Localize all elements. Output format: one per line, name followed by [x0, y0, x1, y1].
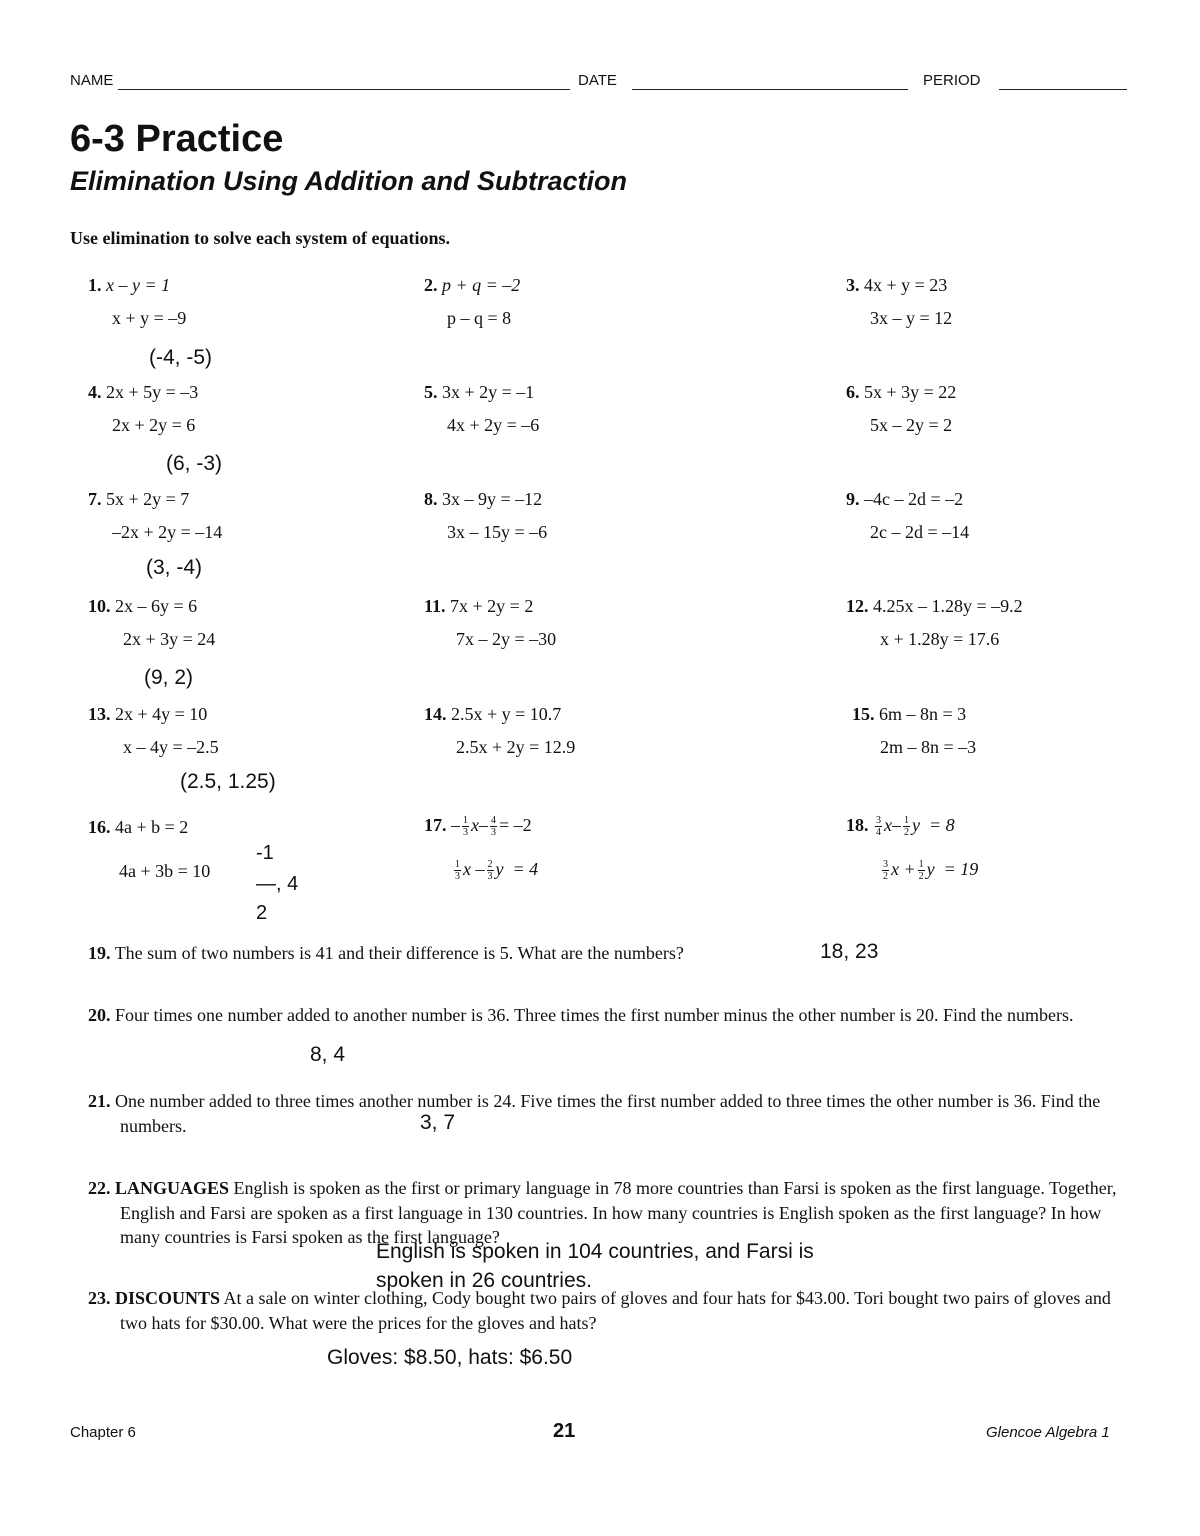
page-number: 21 [553, 1420, 576, 1442]
problem-11-eq2: 7x – 2y = –30 [456, 629, 557, 649]
problem-9: 9. –4c – 2d = –2 [846, 489, 964, 509]
problem-12-eq2: x + 1.28y = 17.6 [880, 629, 1000, 649]
problem-7-eq2: –2x + 2y = –14 [112, 522, 223, 542]
problem-7: 7. 5x + 2y = 7 [88, 489, 190, 509]
word-problem-20: 20. Four times one number added to another number is 36. Three times the first number minus the other number is 20. Find the numbers. [88, 1005, 1074, 1025]
problem-13: 13. 2x + 4y = 10 [88, 704, 208, 724]
answer-19: 18, 23 [820, 940, 879, 963]
problem-1: 1. x – y = 1 [88, 275, 171, 295]
answer-16-den: 2 [256, 902, 268, 924]
problem-16-eq2: 4a + 3b = 10 [119, 861, 211, 881]
answer-16-num: -1 [256, 842, 274, 864]
period-label: PERIOD [923, 72, 981, 89]
word-problem-23: 23. DISCOUNTS At a sale on winter clothing, Cody bought two pairs of gloves and four hats for $43.00. Tori bought two pairs of gloves and two hats for $30.00. What were the prices for the gloves and hats? [88, 1288, 1111, 1333]
problem-10-eq2: 2x + 3y = 24 [123, 629, 216, 649]
word-problem-21: 21. One number added to three times another number is 24. Five times the first number added to three times the other number is 36. Find the numbers. [88, 1091, 1101, 1136]
problem-17: 17. – $\frac{1}{3}$ x– $\frac{4}{3}$ = –2 [424, 815, 532, 839]
problem-9-eq2: 2c – 2d = –14 [870, 522, 970, 542]
answer-22-line2: spoken in 26 countries. [376, 1269, 592, 1292]
answer-16-rest: —, 4 [256, 873, 299, 895]
period-line [999, 89, 1127, 90]
problem-4: 4. 2x + 5y = –3 [88, 382, 199, 402]
name-label: NAME [70, 72, 114, 89]
problem-13-eq2: x – 4y = –2.5 [123, 737, 219, 757]
answer-1: (-4, -5) [149, 346, 212, 369]
problem-5-eq2: 4x + 2y = –6 [447, 415, 540, 435]
problem-6-eq2: 5x – 2y = 2 [870, 415, 953, 435]
instructions: Use elimination to solve each system of equations. [70, 228, 450, 248]
answer-13: (2.5, 1.25) [180, 770, 276, 793]
problem-8: 8. 3x – 9y = –12 [424, 489, 543, 509]
problem-8-eq2: 3x – 15y = –6 [447, 522, 548, 542]
answer-23: Gloves: $8.50, hats: $6.50 [327, 1346, 573, 1369]
problem-6: 6. 5x + 3y = 22 [846, 382, 957, 402]
name-line [118, 89, 570, 90]
problem-16: 16. 4a + b = 2 [88, 817, 189, 837]
problem-10: 10. 2x – 6y = 6 [88, 596, 198, 616]
date-line [632, 89, 908, 90]
answer-20: 8, 4 [310, 1043, 346, 1066]
problem-4-eq2: 2x + 2y = 6 [112, 415, 196, 435]
problem-15-eq2: 2m – 8n = –3 [880, 737, 977, 757]
problem-12: 12. 4.25x – 1.28y = –9.2 [846, 596, 1023, 616]
problem-18-eq2: $\frac{3}{2}$ x + $\frac{1}{2}$ y = 19 [883, 859, 979, 883]
problem-18: 18. $\frac{3}{4}$ x– $\frac{1}{2}$ y = 8 [846, 815, 955, 839]
problem-1-eq2: x + y = –9 [112, 308, 187, 328]
page-title: 6-3 Practice [70, 118, 284, 160]
problem-5: 5. 3x + 2y = –1 [424, 382, 535, 402]
page-subtitle: Elimination Using Addition and Subtraction [70, 166, 627, 196]
answer-10: (9, 2) [144, 666, 194, 689]
footer-book: Glencoe Algebra 1 [986, 1424, 1110, 1441]
word-problem-22: 22. LANGUAGES English is spoken as the first or primary language in 78 more countries than Farsi is spoken as the first language. Together, English and Farsi are spoken as a first language in 130 countries. In how many countries is English spoken as the first language? In how many countries is Farsi spoken as the first language? [88, 1178, 1117, 1247]
problem-17-eq2: $\frac{1}{3}$ x – $\frac{2}{3}$ y = 4 [455, 859, 539, 883]
date-label: DATE [578, 72, 617, 89]
answer-7: (3, -4) [146, 556, 203, 579]
answer-21: 3, 7 [420, 1111, 456, 1134]
problem-15: 15. 6m – 8n = 3 [852, 704, 967, 724]
answer-22-line1: English is spoken in 104 countries, and Farsi is [376, 1240, 814, 1263]
problem-2: 2. p + q = –2 [424, 275, 521, 295]
problem-14-eq2: 2.5x + 2y = 12.9 [456, 737, 576, 757]
problem-3: 3. 4x + y = 23 [846, 275, 948, 295]
footer-chapter: Chapter 6 [70, 1424, 136, 1441]
word-problem-19: 19. The sum of two numbers is 41 and their difference is 5. What are the numbers? [88, 943, 684, 963]
answer-4: (6, -3) [166, 452, 223, 475]
problem-14: 14. 2.5x + y = 10.7 [424, 704, 562, 724]
problem-3-eq2: 3x – y = 12 [870, 308, 953, 328]
problem-2-eq2: p – q = 8 [447, 308, 512, 328]
problem-11: 11. 7x + 2y = 2 [424, 596, 534, 616]
